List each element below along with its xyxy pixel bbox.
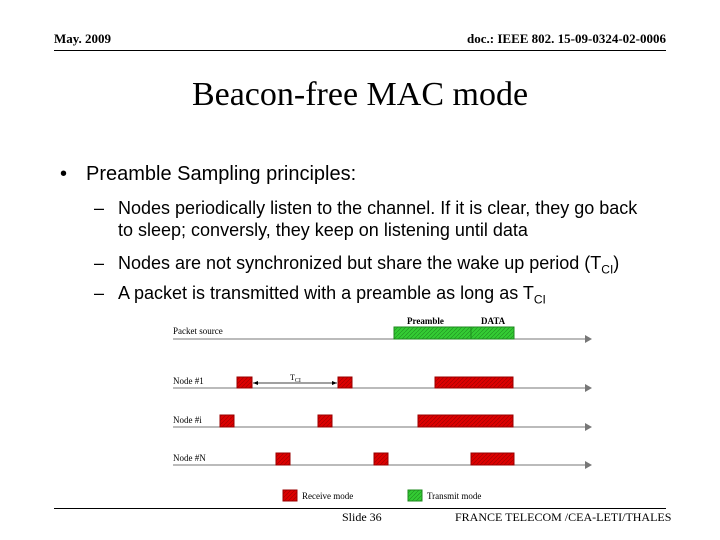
row-label-node-n: Node #N [173,453,206,463]
footer-divider [54,508,666,509]
legend-receive-label: Receive mode [302,491,354,501]
header-doc-id: doc.: IEEE 802. 15-09-0324-02-0006 [467,31,666,46]
sub-bullet-2-text: Nodes are not synchronized but share the wake up period (T [118,253,602,273]
sub-bullet-1-line2: to sleep; conversly, they keep on listening until data [118,220,528,240]
preamble-sampling-diagram [165,312,595,507]
receive-slot [276,453,290,465]
sub-bullet-3-text: A packet is transmitted with a preamble as long as T [118,283,534,303]
legend-transmit-label: Transmit mode [427,491,482,501]
receive-slot [220,415,234,427]
sub-bullet-2-subscript: CI [601,262,614,277]
timeline-arrow-icon [585,461,592,469]
timeline-arrow-icon [585,335,592,343]
timeline-arrow-icon [585,384,592,392]
dash-2: – [94,253,105,273]
row-label-packet-source: Packet source [173,326,223,336]
sub-bullet-1 [94,197,637,241]
sub-bullet-2 [94,252,619,281]
main-bullet-text: Preamble Sampling principles: [86,163,357,185]
main-bullet [60,163,356,186]
dash-1: – [94,198,105,218]
receive-slot [237,377,252,388]
tci-arrow-left-icon [253,381,258,385]
receive-slot [471,453,514,465]
receive-slot [374,453,388,465]
receive-slot [318,415,332,427]
timeline-arrow-icon [585,423,592,431]
sub-bullet-2-after: ) [613,253,620,273]
receive-slot [435,377,513,388]
dash-3: – [94,283,105,303]
sub-bullet-3-subscript: CI [533,292,546,307]
footer-slide-number: Slide 36 [342,510,382,524]
header-date: May. 2009 [54,31,112,46]
preamble-data-bar [394,327,514,339]
legend-receive-swatch [283,490,297,501]
legend-transmit-swatch [408,490,422,501]
sub-bullet-1-line1: Nodes periodically listen to the channel. If it is clear, they go back [118,198,638,218]
header-divider [54,50,666,51]
row-label-node-i: Node #i [173,415,202,425]
receive-slot [418,415,513,427]
data-label: DATA [481,316,506,326]
preamble-label: Preamble [407,316,444,326]
receive-slot [338,377,352,388]
tci-label: $T_{CI}$ [290,373,301,384]
sub-bullet-3 [94,282,546,311]
footer-organization: FRANCE TELECOM /CEA-LETI/THALES [455,510,672,524]
tci-arrow-right-icon [332,381,337,385]
row-label-node-1: Node #1 [173,376,204,386]
bullet-dot: • [60,163,68,185]
slide-title: Beacon-free MAC mode [191,76,529,113]
